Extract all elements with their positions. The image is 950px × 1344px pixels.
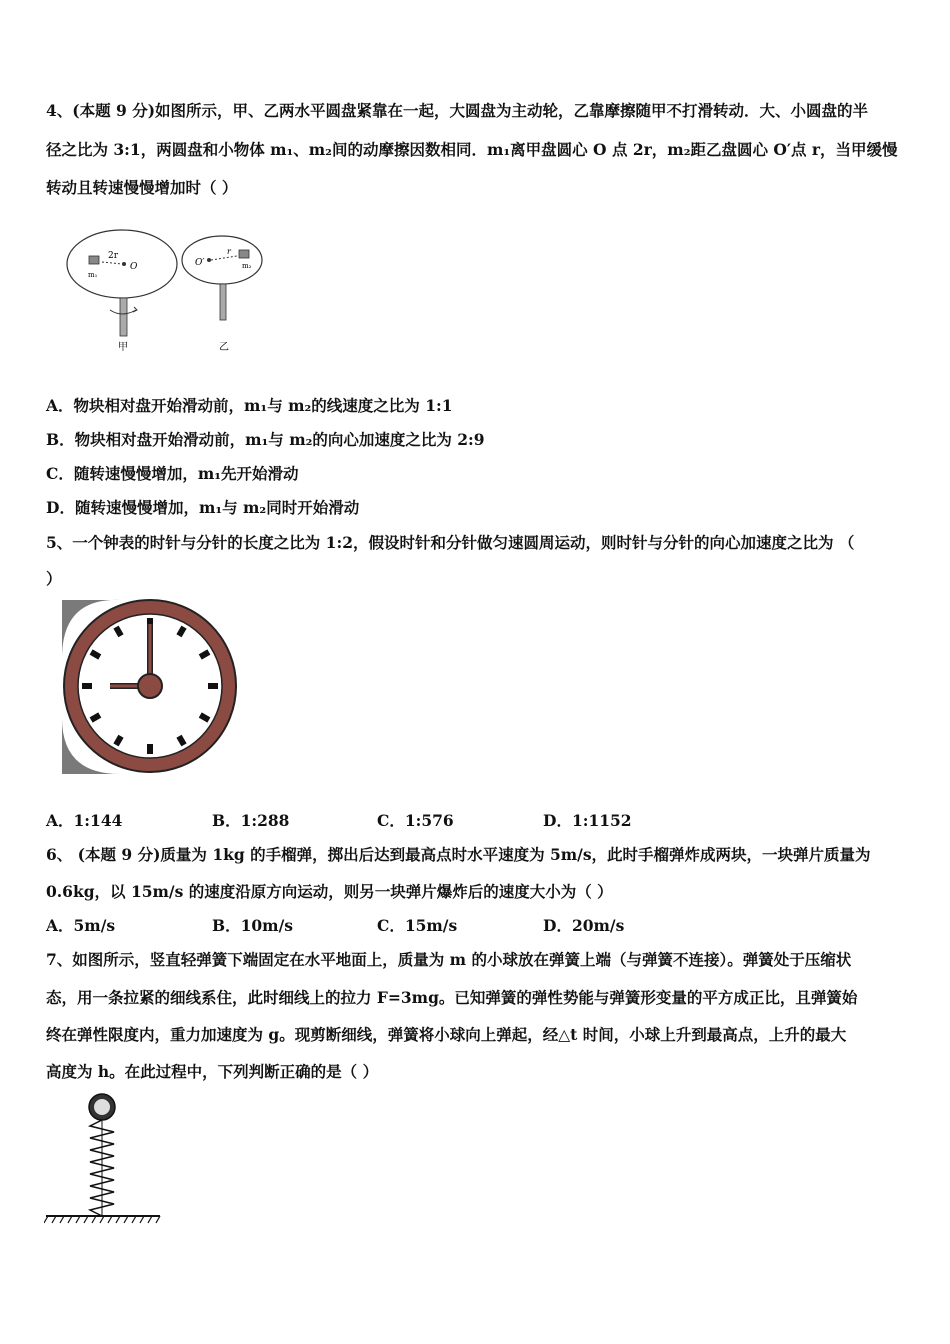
q6-line-2: 0.6kg，以 15m/s 的速度沿原方向运动，则另一块弹片爆炸后的速度大小为（ ） [46, 882, 613, 901]
q7-line-4: 高度为 h。在此过程中，下列判断正确的是（ ） [46, 1062, 379, 1081]
label-yi: 乙 [219, 342, 229, 353]
clock-figure [60, 598, 240, 776]
q5-option-b: B．1:288 [212, 811, 290, 830]
q5-line-1: 5、一个钟表的时针与分针的长度之比为 1:2，假设时针和分针做匀速圆周运动，则时针与分针的向心加速度之比为 （ [46, 533, 855, 552]
q5-option-d: D．1:1152 [543, 811, 632, 830]
q6-option-c: C．15m/s [377, 916, 458, 935]
label-O: O [130, 262, 138, 272]
q7-line-3: 终在弹性限度内，重力加速度为 g。现剪断细线，弹簧将小球向上弹起，经△t 时间，小球上升到最高点，上升的最大 [46, 1025, 847, 1044]
q7-line-2: 态，用一条拉紧的细线系住，此时细线上的拉力 F=3mg。已知弹簧的弹性势能与弹簧形变量的平方成正比，且弹簧始 [46, 988, 858, 1007]
spring-figure [44, 1092, 164, 1228]
label-Oprime: O′ [195, 258, 205, 268]
label-m1: m₁ [88, 271, 98, 279]
q6-option-a: A．5m/s [46, 916, 116, 935]
q4-disc-figure [62, 222, 272, 354]
q4-line-2: 径之比为 3:1，两圆盘和小物体 m₁、m₂间的动摩擦因数相同．m₁离甲盘圆心 O 点 2r，m₂距乙盘圆心 O′点 r，当甲缓慢 [46, 140, 898, 159]
q4-option-a: A．物块相对盘开始滑动前，m₁与 m₂的线速度之比为 1:1 [46, 396, 453, 415]
label-m2: m₂ [242, 262, 252, 270]
q4-option-b: B．物块相对盘开始滑动前，m₁与 m₂的向心加速度之比为 2:9 [46, 430, 485, 449]
q5-line-2: ） [46, 569, 62, 588]
q4-option-c: C．随转速慢慢增加，m₁先开始滑动 [46, 464, 299, 483]
q4-option-d: D．随转速慢慢增加，m₁与 m₂同时开始滑动 [46, 498, 360, 517]
q5-option-a: A．1:144 [46, 811, 123, 830]
label-jia: 甲 [118, 342, 128, 353]
q4-line-1: 4、(本题 9 分)如图所示，甲、乙两水平圆盘紧靠在一起，大圆盘为主动轮，乙靠摩擦随甲不打滑转动．大、小圆盘的半 [46, 101, 869, 120]
q6-option-d: D．20m/s [543, 916, 625, 935]
label-r: r [227, 247, 231, 256]
q4-line-3: 转动且转速慢慢增加时（ ） [46, 178, 238, 197]
label-2r: 2r [108, 251, 119, 261]
q7-line-1: 7、如图所示，竖直轻弹簧下端固定在水平地面上，质量为 m 的小球放在弹簧上端（与弹簧不连接）。弹簧处于压缩状 [46, 950, 852, 969]
q6-line-1: 6、 (本题 9 分)质量为 1kg 的手榴弹，掷出后达到最高点时水平速度为 5m/s，此时手榴弹炸成两块，一块弹片质量为 [46, 845, 871, 864]
q6-option-b: B．10m/s [212, 916, 293, 935]
q5-option-c: C．1:576 [377, 811, 454, 830]
